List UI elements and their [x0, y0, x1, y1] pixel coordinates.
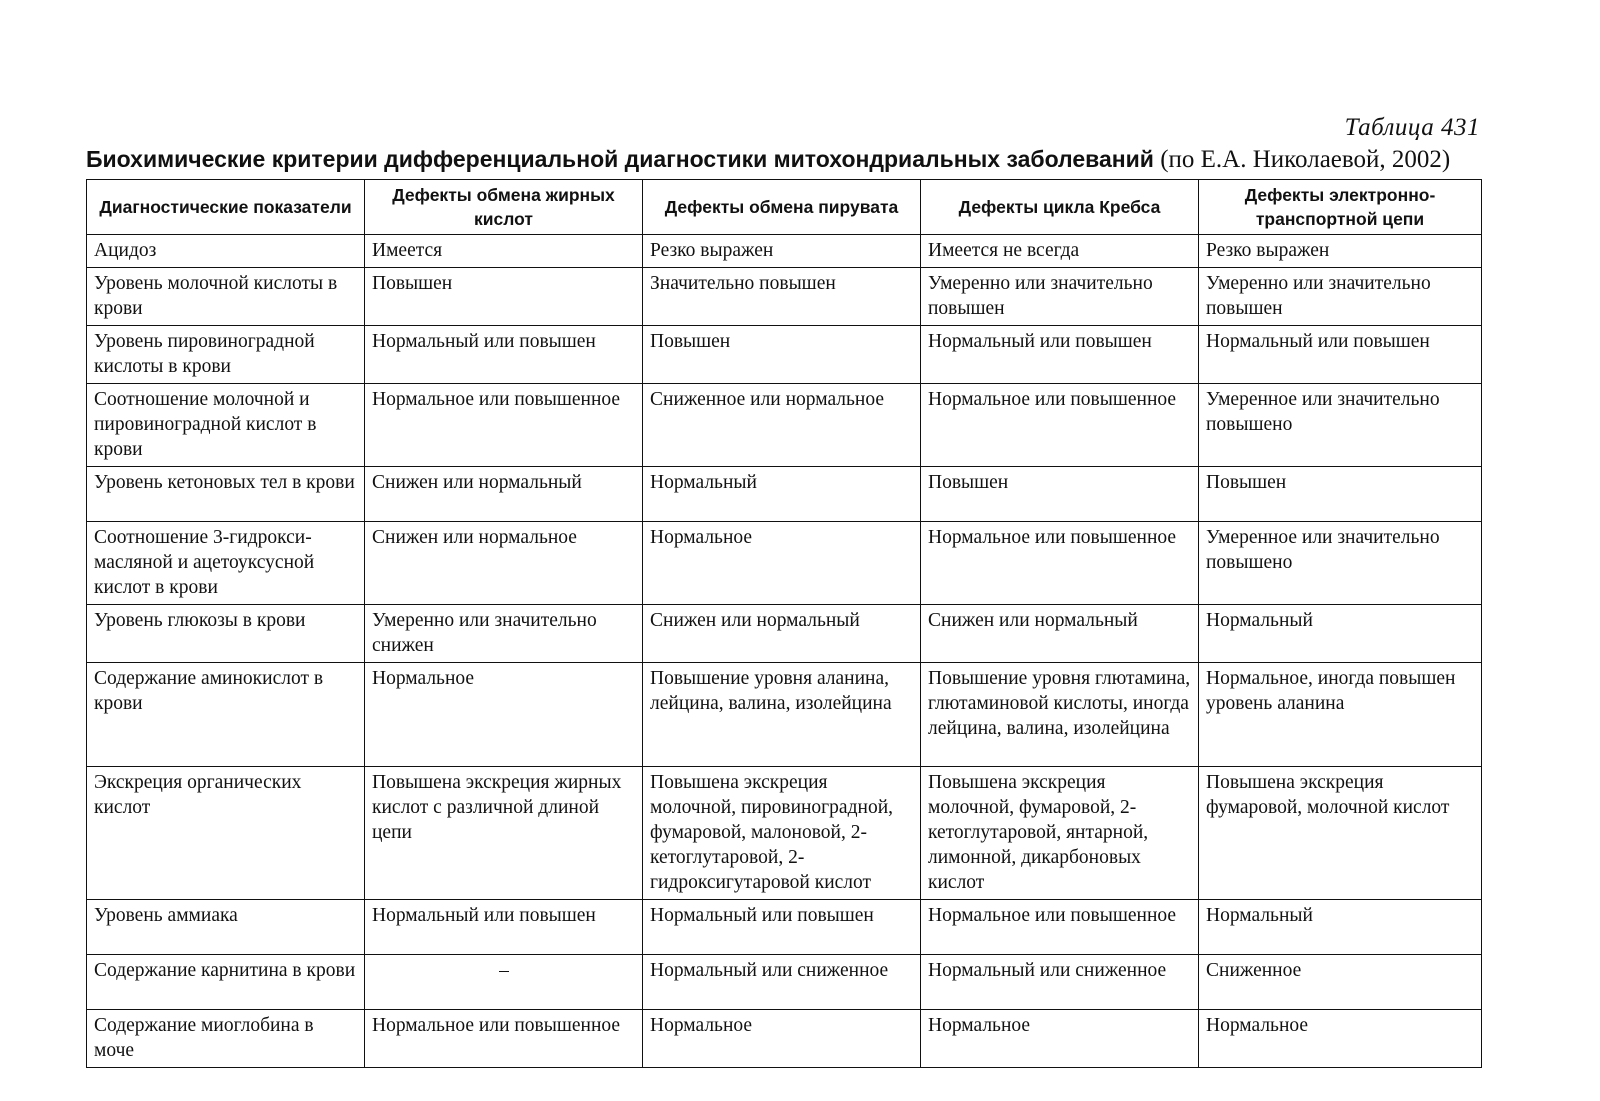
table-cell: Повышена экскреция молочной, пировиноградной, фумаровой, малоновой, 2-кетоглутаровой, 2-гидроксигутаровой кислот [643, 767, 921, 900]
table-cell: Умеренное или значительно повышено [1199, 384, 1482, 467]
table-cell: Содержание карнитина в крови [87, 955, 365, 1010]
table-cell: Снижен или нормальный [921, 605, 1199, 663]
table-cell: Уровень молочной кислоты в крови [87, 268, 365, 326]
table-row [87, 900, 1482, 955]
table-cell: Нормальное [365, 663, 643, 767]
table-cell: Нормальное [1199, 1010, 1482, 1068]
header-cell: Дефекты обмена пирувата [643, 180, 921, 235]
header-cell: Дефекты цикла Кребса [921, 180, 1199, 235]
table-cell: Умеренно или значительно снижен [365, 605, 643, 663]
table-cell: Повышение уровня аланина, лейцина, валина, изолейцина [643, 663, 921, 767]
table-cell: Снижен или нормальный [365, 467, 643, 522]
table-row [87, 268, 1482, 326]
table-cell: Нормальное [921, 1010, 1199, 1068]
table-cell: Нормальное [643, 1010, 921, 1068]
table-cell: Экскреция органических кислот [87, 767, 365, 900]
table-cell: Содержание аминокислот в крови [87, 663, 365, 767]
header-cell: Дефекты обмена жирных кислот [365, 180, 643, 235]
table-cell: Ацидоз [87, 235, 365, 268]
table-cell: Нормальное или повышенное [921, 900, 1199, 955]
table-cell: Нормальный [1199, 900, 1482, 955]
table-row [87, 767, 1482, 900]
table-cell: Уровень глюкозы в крови [87, 605, 365, 663]
table-cell: Нормальное или повышенное [365, 384, 643, 467]
table-row [87, 522, 1482, 605]
table-cell: Нормальный или сниженное [643, 955, 921, 1010]
table-cell: Умеренное или значительно повышено [1199, 522, 1482, 605]
table-cell: Повышена экскреция жирных кислот с различной длиной цепи [365, 767, 643, 900]
table-cell: Нормальный или повышен [921, 326, 1199, 384]
table-cell: Нормальный или повышен [643, 900, 921, 955]
table-cell: Имеется [365, 235, 643, 268]
header-row [87, 180, 1482, 235]
table-cell: Нормальное или повышенное [921, 522, 1199, 605]
table-cell: Уровень пировиноградной кислоты в крови [87, 326, 365, 384]
table-cell: Нормальное или повышенное [365, 1010, 643, 1068]
table-cell: Резко выражен [643, 235, 921, 268]
table-cell: Уровень кетоновых тел в крови [87, 467, 365, 522]
criteria-table [86, 179, 1482, 1068]
table-cell: Повышение уровня глютамина, глютаминовой кислоты, иногда лейцина, валина, изолейцина [921, 663, 1199, 767]
table-cell: Нормальный [1199, 605, 1482, 663]
table-cell: Нормальное [643, 522, 921, 605]
table-cell: Сниженное [1199, 955, 1482, 1010]
table-cell: Нормальный или повышен [1199, 326, 1482, 384]
header-cell: Дефекты электронно-транспортной цепи [1199, 180, 1482, 235]
table-cell: Повышен [365, 268, 643, 326]
table-row [87, 326, 1482, 384]
table-cell: Значительно повышен [643, 268, 921, 326]
table-row [87, 955, 1482, 1010]
table-row [87, 1010, 1482, 1068]
table-cell: Нормальное, иногда повышен уровень аланина [1199, 663, 1482, 767]
table-cell: Снижен или нормальный [643, 605, 921, 663]
table-cell: Нормальный или сниженное [921, 955, 1199, 1010]
table-cell: – [365, 955, 643, 1010]
table-row [87, 663, 1482, 767]
table-cell: Нормальный или повышен [365, 900, 643, 955]
table-cell: Содержание миоглобина в моче [87, 1010, 365, 1068]
table-cell: Повышен [1199, 467, 1482, 522]
table-cell: Повышена экскреция молочной, фумаровой, 2-кетоглутаровой, янтарной, лимонной, дикарбоновых кислот [921, 767, 1199, 900]
table-cell: Повышен [921, 467, 1199, 522]
caption-source: (по Е.А. Николаевой, 2002) [1153, 146, 1451, 173]
table-cell: Резко выражен [1199, 235, 1482, 268]
table-cell: Имеется не всегда [921, 235, 1199, 268]
table-cell: Снижен или нормальное [365, 522, 643, 605]
table-cell: Нормальный [643, 467, 921, 522]
table-row [87, 467, 1482, 522]
table-cell: Умеренно или значительно повышен [1199, 268, 1482, 326]
table-cell: Нормальный или повышен [365, 326, 643, 384]
table-caption [86, 146, 1486, 174]
caption-title: Биохимические критерии дифференциальной диагностики митохондриальных заболеваний [86, 146, 1154, 172]
table-row [87, 384, 1482, 467]
table-cell: Соотношение 3-гидрокси-масляной и ацетоуксусной кислот в крови [87, 522, 365, 605]
header-cell: Диагностические показатели [87, 180, 365, 235]
table-number: Таблица 431 [1344, 114, 1480, 141]
table-row [87, 605, 1482, 663]
table-cell: Нормальное или повышенное [921, 384, 1199, 467]
table-cell: Повышен [643, 326, 921, 384]
table-cell: Сниженное или нормальное [643, 384, 921, 467]
table-cell: Соотношение молочной и пировиноградной кислот в крови [87, 384, 365, 467]
table-cell: Умеренно или значительно повышен [921, 268, 1199, 326]
table-cell: Уровень аммиака [87, 900, 365, 955]
table-row [87, 235, 1482, 268]
table-cell: Повышена экскреция фумаровой, молочной кислот [1199, 767, 1482, 900]
